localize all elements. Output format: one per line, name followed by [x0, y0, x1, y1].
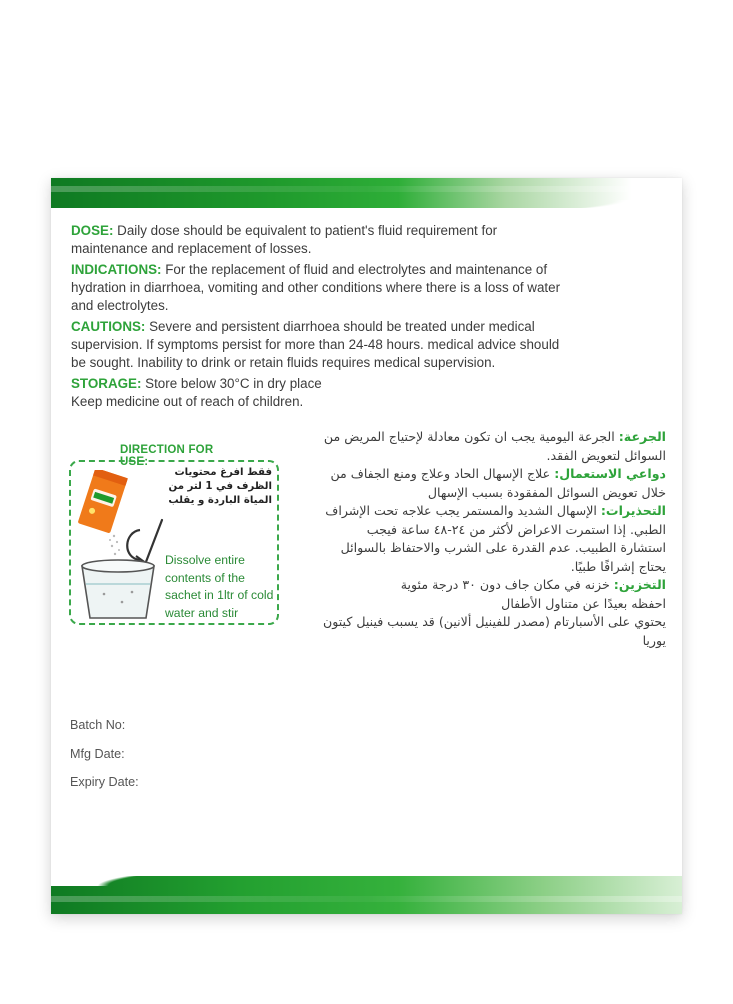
- arabic-cautions-paragraph: [318, 502, 666, 576]
- arabic-dose-paragraph: [318, 428, 666, 465]
- cautions-paragraph: [71, 318, 561, 372]
- arabic-storage-text: خزنه في مكان جاف دون ٣٠ درجة مئوية: [400, 577, 614, 592]
- arabic-dose-label: الجرعة:: [618, 429, 666, 444]
- arabic-aspartame-warning: يحتوي على الأسبارتام (مصدر للفينيل ألانين) قد يسبب فينيل كيتون يوريا: [322, 614, 666, 648]
- powder-dots: [109, 535, 120, 555]
- dose-label: DOSE:: [71, 223, 114, 238]
- glass-icon: [82, 560, 154, 618]
- arabic-cautions-text: الإسهال الشديد والمستمر يجب علاجه تحت الإشراف الطبي. إذا استمرت الاعراض لأكثر من ٢٤-٤٨ ساعة فيجب استشارة الطبيب. عدم القدرة على الشرب والاحتفاظ بالسوائل يحتاج إشرافًا طبيًا.: [325, 503, 666, 574]
- arabic-indications-paragraph: [318, 465, 666, 502]
- bottom-green-band: [51, 876, 682, 914]
- dose-text: Daily dose should be equivalent to patient's fluid requirement for maintenance and replacement of losses.: [71, 223, 498, 256]
- arabic-dose-text: الجرعة اليومية يجب ان تكون معادلة لإحتياج المريض من السوائل لتعويض الفقد.: [323, 429, 666, 463]
- arabic-storage-label: التخزين:: [613, 577, 666, 592]
- storage-text: Store below 30°C in dry place: [141, 376, 322, 391]
- direction-english-text: Dissolve entire contents of the sachet in 1ltr of cold water and stir: [165, 553, 274, 620]
- direction-title: DIRECTION FOR USE:: [120, 444, 214, 468]
- indications-paragraph: [71, 261, 561, 315]
- arabic-indications-text: علاج الإسهال الحاد وعلاج ومنع الجفاف من خلال تعويض السوائل المفقودة بسبب الإسهال: [330, 466, 666, 500]
- arabic-section: [318, 428, 666, 650]
- cautions-text: Severe and persistent diarrhoea should be treated under medical supervision. If symptoms persist for more than 24-48 hours. medical advice should be sought. Inability to drink or retain fluids requires medical supervision.: [71, 319, 560, 370]
- direction-arabic-text: فقط افرغ محتويات الظرف في 1 لتر من المياة الباردة و يقلب: [168, 467, 272, 506]
- top-band-wave: [51, 186, 682, 192]
- english-section: [71, 222, 561, 411]
- dissolve-illustration: [74, 470, 174, 622]
- storage-label: STORAGE:: [71, 376, 142, 391]
- dose-paragraph: [71, 222, 561, 258]
- expiry-date-label: Expiry Date:: [70, 775, 139, 789]
- top-green-band: [51, 178, 682, 208]
- cautions-label: CAUTIONS:: [71, 319, 146, 334]
- sachet-icon: [78, 470, 128, 533]
- storage-paragraph: [71, 375, 561, 411]
- indications-label: INDICATIONS:: [71, 262, 162, 277]
- batch-fields: [70, 718, 139, 804]
- arabic-indications-label: دواعي الاستعمال:: [554, 466, 666, 481]
- indications-text: For the replacement of fluid and electrolytes and maintenance of hydration in diarrhoea, vomiting and other conditions where there is a loss of water and electrolytes.: [71, 262, 561, 313]
- arabic-storage-paragraph: [318, 576, 666, 595]
- batch-number-label: Batch No:: [70, 718, 126, 732]
- arabic-storage-line2: احفظه بعيدًا عن متناول الأطفال: [501, 595, 666, 611]
- storage-line2: Keep medicine out of reach of children.: [71, 394, 304, 409]
- bottom-band-wave: [51, 896, 682, 902]
- arabic-cautions-label: التحذيرات:: [600, 503, 666, 518]
- mfg-date-label: Mfg Date:: [70, 746, 125, 761]
